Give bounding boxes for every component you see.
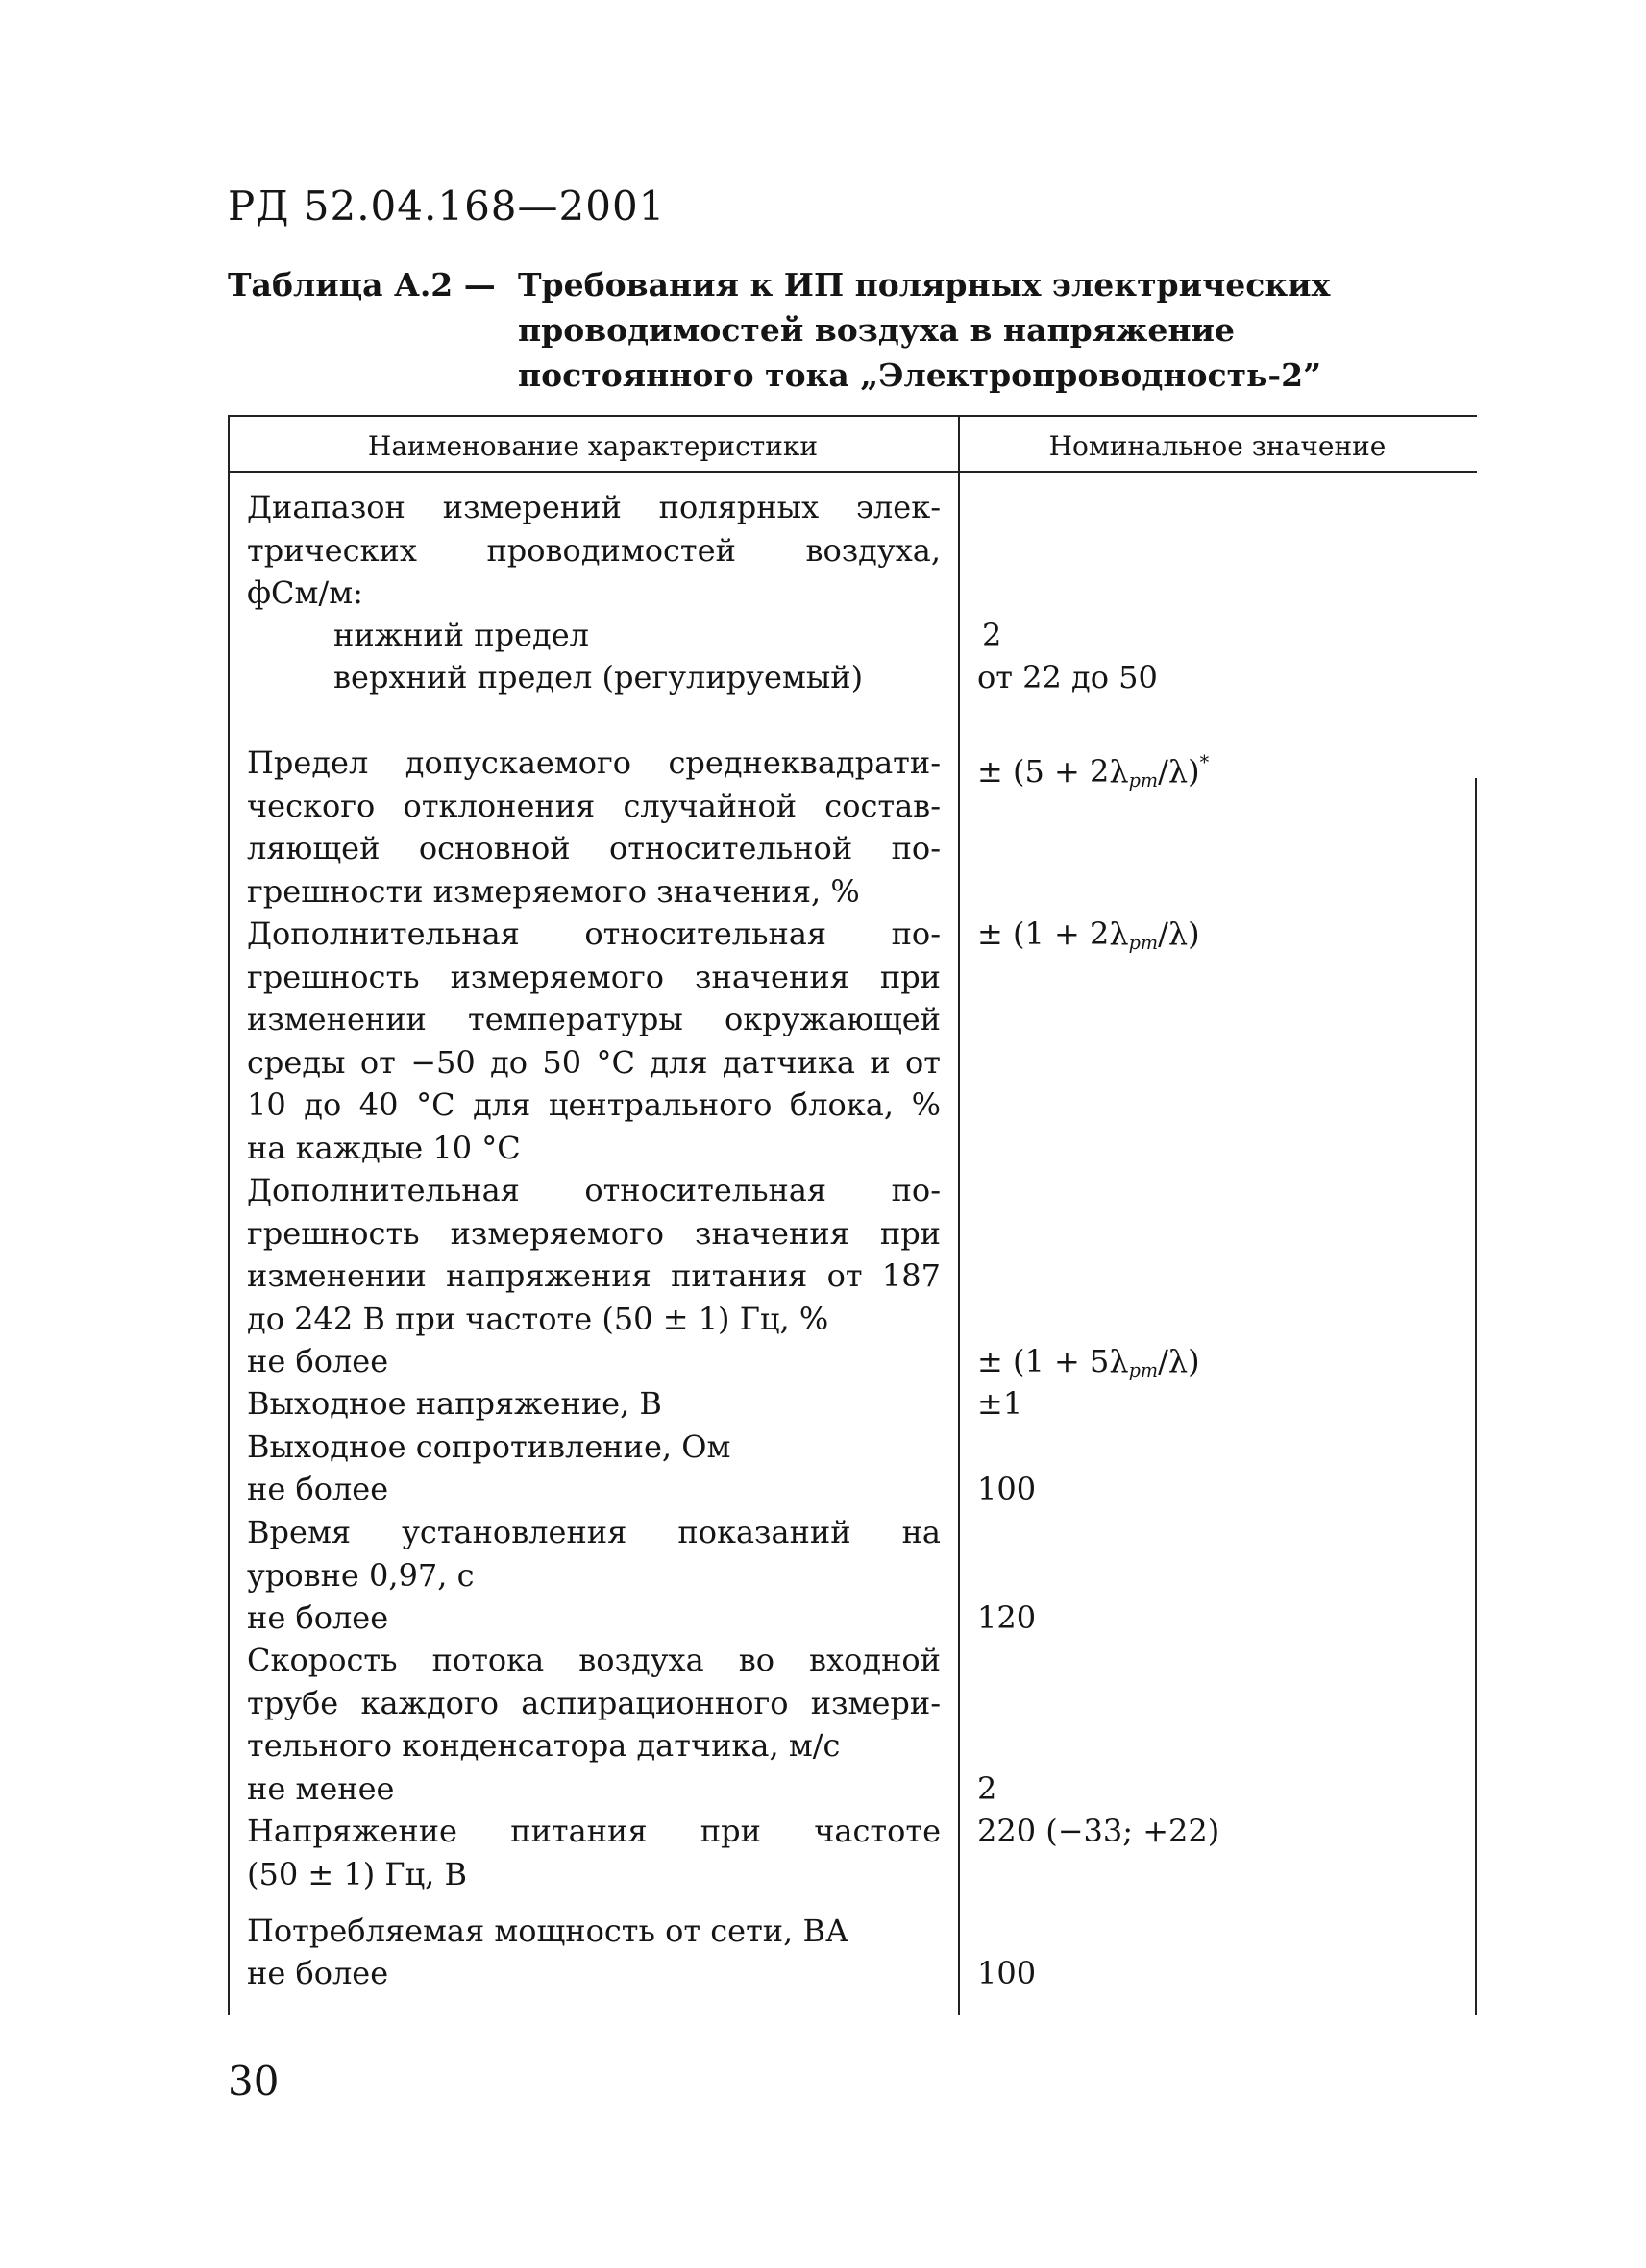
table-row-characteristic [247, 1768, 941, 1811]
table-right-border [1475, 778, 1477, 2015]
char-line: не более [247, 1343, 389, 1379]
page-number: 30 [228, 2058, 280, 2105]
char-line: Выходное напряжение, В [247, 1385, 662, 1422]
char-line: не менее [247, 1770, 395, 1807]
value-text: /λ) [1158, 915, 1200, 952]
table-row-value: ±1 [977, 1385, 1023, 1422]
table-row-characteristic [247, 1426, 941, 1469]
char-line: изменении напряжения питания от 187 [247, 1257, 941, 1294]
header-characteristic: Наименование характеристики [367, 430, 819, 462]
table-row-characteristic [247, 742, 941, 913]
table-row-characteristic [247, 1340, 941, 1383]
table-row-value: 2 [982, 617, 1002, 653]
char-line: до 242 В при частоте (50 ± 1) Гц, % [247, 1300, 829, 1337]
footnote-marker: * [1199, 751, 1210, 773]
value-subscript: pm [1128, 769, 1159, 792]
table-left-border [228, 415, 230, 2015]
table-row-characteristic [247, 486, 941, 615]
table-row-value [977, 742, 1458, 803]
value-text: ± (1 + 5λ [977, 1343, 1129, 1379]
table-row-characteristic [247, 1810, 941, 1895]
table-row-value: 120 [977, 1599, 1037, 1636]
value-subscript: pm [1128, 1359, 1159, 1381]
char-line: Выходное сопротивление, Ом [247, 1428, 731, 1465]
char-line: на каждые 10 °С [247, 1129, 521, 1166]
value-text: ± (1 + 2λ [977, 915, 1129, 952]
char-line: грешность измеряемого значения при [247, 1214, 941, 1252]
table-row-characteristic [247, 1952, 941, 1995]
table-row-characteristic [247, 1597, 941, 1640]
table-row-characteristic [247, 913, 941, 1169]
char-line: Предел допускаемого среднеквадрати- [247, 744, 941, 781]
table-row-characteristic [247, 1382, 941, 1426]
value-text: /λ) [1158, 1343, 1200, 1379]
char-line: грешности измеряемого значения, % [247, 872, 860, 910]
char-line: Напряжение питания при частоте [247, 1813, 941, 1849]
table-row-value: от 22 до 50 [977, 659, 1158, 695]
specifications-table [228, 415, 1477, 2015]
char-line: изменении температуры окружающей [247, 1001, 941, 1037]
table-row-characteristic [247, 1511, 941, 1597]
char-line: Время установления показаний на [247, 1514, 941, 1550]
char-line: трубе каждого аспирационного измери- [247, 1684, 941, 1721]
table-caption-label: Таблица А.2 — [228, 266, 496, 304]
value-subscript: pm [1128, 932, 1159, 954]
char-line: не более [247, 1471, 389, 1507]
char-line: ляющей основной относительной по- [247, 830, 941, 866]
char-line: Скорость потока воздуха во входной [247, 1642, 941, 1678]
char-line: уровне 0,97, с [247, 1556, 475, 1594]
table-row-characteristic [247, 656, 941, 699]
table-caption-title: Требования к ИП полярных электрических проводимостей воздуха в напряжение постоянного тока „Электропроводность-2” [518, 266, 1331, 394]
document-code: РД 52.04.168—2001 [228, 183, 666, 230]
table-header-rule [228, 471, 1477, 473]
table-row-characteristic [247, 1910, 941, 1953]
table-row-value: 2 [977, 1770, 997, 1807]
char-line: тельного конденсатора датчика, м/с [247, 1727, 841, 1764]
char-line: 10 до 40 °С для центрального блока, % [247, 1086, 941, 1123]
char-line: среды от −50 до 50 °С для датчика и от [247, 1043, 941, 1081]
char-line: нижний предел [333, 617, 589, 653]
char-line: Потребляемая мощность от сети, ВА [247, 1913, 849, 1949]
table-row-characteristic [247, 1169, 941, 1340]
char-line: (50 ± 1) Гц, В [247, 1855, 467, 1892]
table-row-characteristic [247, 1639, 941, 1768]
char-line: фСм/м: [247, 574, 363, 611]
char-line: не более [247, 1955, 389, 1991]
char-line: Диапазон измерений полярных элек- [247, 489, 941, 525]
table-row-value: 100 [977, 1471, 1037, 1507]
char-line: грешность измеряемого значения при [247, 958, 941, 995]
char-line: Дополнительная относительная по- [247, 1172, 941, 1208]
char-line: не более [247, 1599, 389, 1636]
char-line: верхний предел (регулируемый) [333, 659, 864, 695]
table-row-value [977, 913, 1458, 965]
table-top-rule [228, 415, 1477, 417]
table-row-value: 220 (−33; +22) [977, 1813, 1220, 1849]
table-row-characteristic [247, 1468, 941, 1511]
value-text: ± (5 + 2λ [977, 753, 1129, 790]
char-line: ческого отклонения случайной состав- [247, 787, 941, 824]
table-row-value: 100 [977, 1955, 1037, 1991]
char-line: Дополнительная относительная по- [247, 915, 941, 952]
header-nominal-value: Номинальное значение [1048, 430, 1387, 462]
table-row-characteristic [247, 614, 941, 657]
char-line: трических проводимостей воздуха, [247, 531, 941, 569]
value-text: /λ) [1158, 753, 1200, 790]
table-column-divider [958, 415, 960, 2015]
